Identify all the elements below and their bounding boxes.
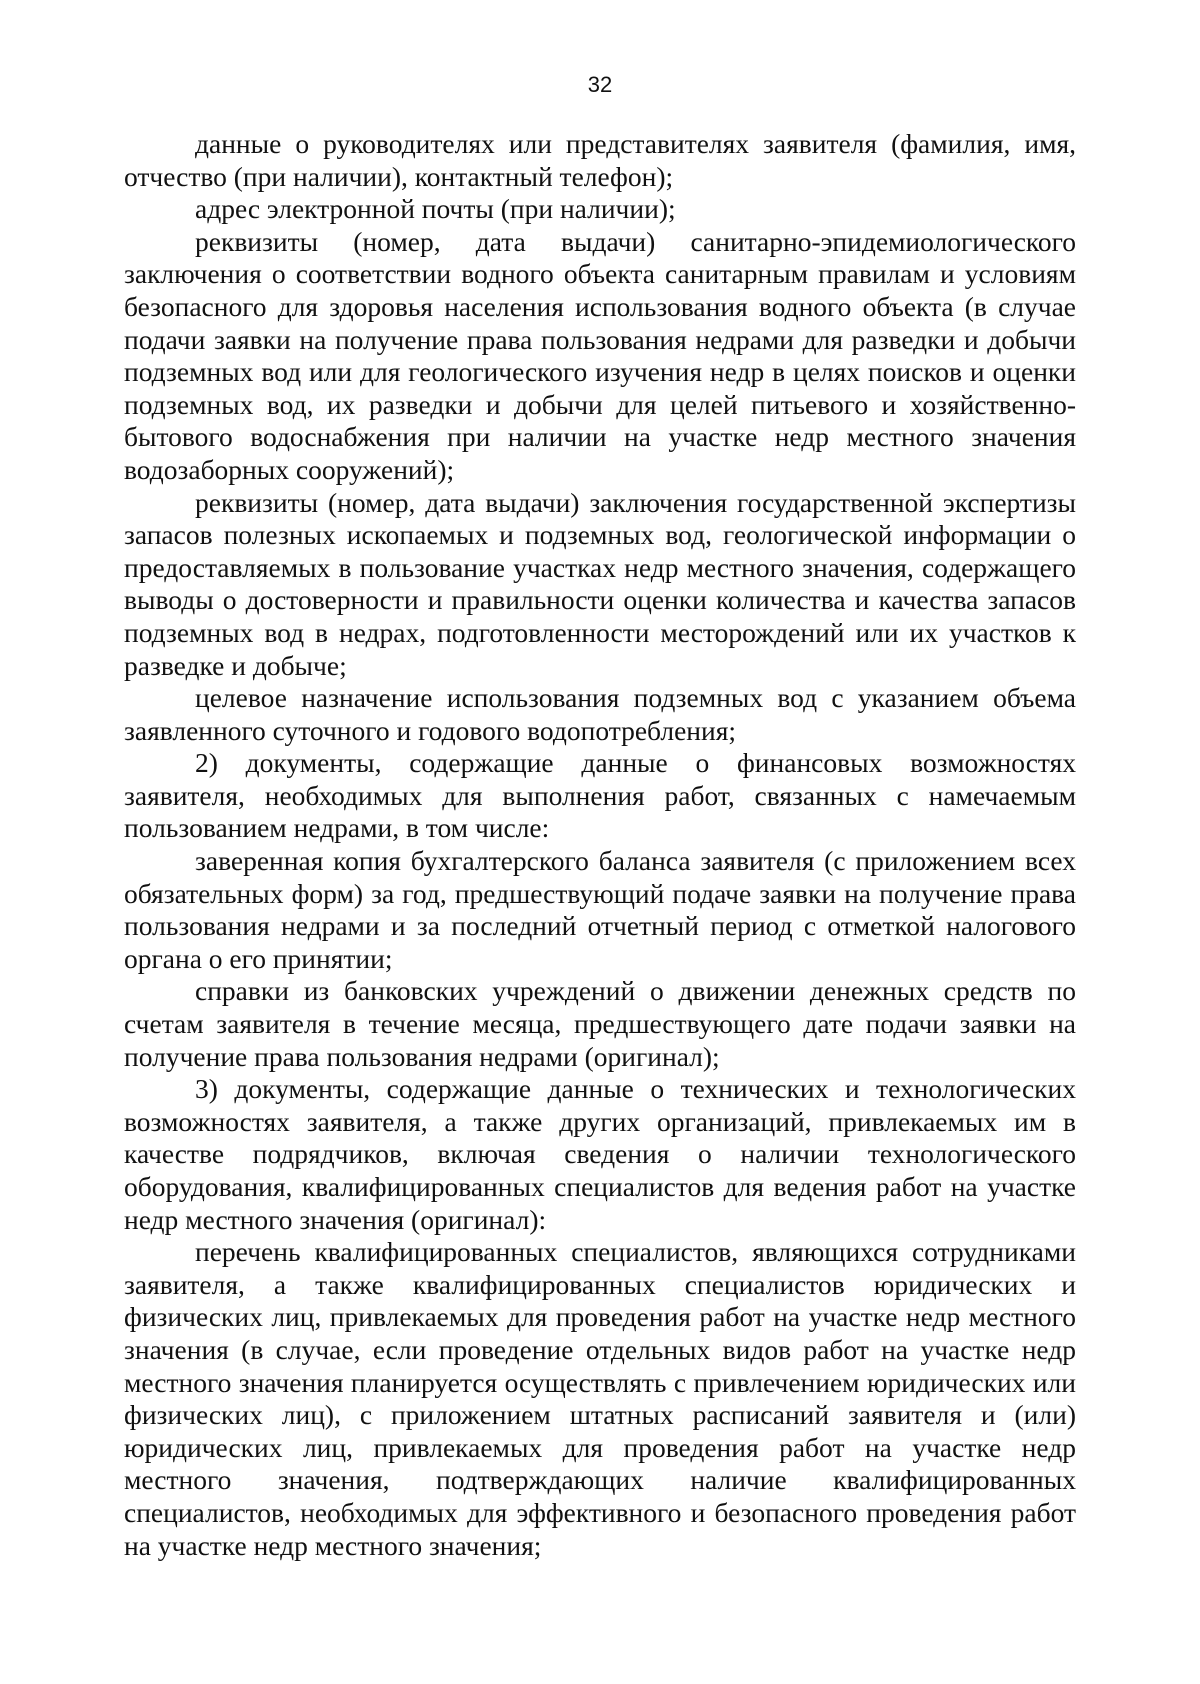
page-number: 32: [587, 72, 613, 97]
paragraph: данные о руководителях или представителях заявителя (фамилия, имя, отчество (при наличии), контактный телефон);: [124, 128, 1076, 192]
paragraph: реквизиты (номер, дата выдачи) заключения государственной экспертизы запасов полезных ископаемых и подземных вод, геологической информации о предоставляемых в пользование участках недр местного значения, содержащего выводы о достоверности и правильности оценки количества и качества запасов подземных вод в недрах, подготовленности месторождений или их участков к разведке и добыче;: [124, 486, 1076, 681]
paragraph: заверенная копия бухгалтерского баланса заявителя (с приложением всех обязательных форм) за год, предшествующий подаче заявки на получение права пользования недрами и за последний отчетный период с отметкой налогового органа о его принятии;: [124, 845, 1076, 974]
paragraph: 3) документы, содержащие данные о технических и технологических возможностях заявителя, а также других организаций, привлекаемых им в качестве подрядчиков, включая сведения о наличии технологического оборудования, квалифицированных специалистов для ведения работ на участке недр местного значения (оригинал):: [124, 1073, 1076, 1235]
paragraph: перечень квалифицированных специалистов, являющихся сотрудниками заявителя, а также квалифицированных специалистов юридических и физических лиц, привлекаемых для проведения работ на участке недр местного значения (в случае, если проведение отдельных видов работ на участке недр местного значения планируется осуществлять с привлечением юридических или физических лиц), с приложением штатных расписаний заявителя и (или) юридических лиц, привлекаемых для проведения работ на участке недр местного значения, подтверждающих наличие квалифицированных специалистов, необходимых для эффективного и безопасного проведения работ на участке недр местного значения;: [124, 1236, 1076, 1561]
paragraph: целевое назначение использования подземных вод с указанием объема заявленного суточного и годового водопотребления;: [124, 682, 1076, 746]
paragraph: справки из банковских учреждений о движении денежных средств по счетам заявителя в течение месяца, предшествующего дате подачи заявки на получение права пользования недрами (оригинал);: [124, 975, 1076, 1072]
paragraph: реквизиты (номер, дата выдачи) санитарно-эпидемиологического заключения о соответствии водного объекта санитарным правилам и условиям безопасного для здоровья населения использования водного объекта (в случае подачи заявки на получение права пользования недрами для разведки и добычи подземных вод или для геологического изучения недр в целях поисков и оценки подземных вод, их разведки и добычи для целей питьевого и хозяйственно-бытового водоснабжения при наличии на участке недр местного значения водозаборных сооружений);: [124, 225, 1076, 485]
paragraph: 2) документы, содержащие данные о финансовых возможностях заявителя, необходимых для выполнения работ, связанных с намечаемым пользованием недрами, в том числе:: [124, 747, 1076, 844]
document-body: [124, 128, 1076, 1562]
paragraph: адрес электронной почты (при наличии);: [195, 193, 676, 225]
